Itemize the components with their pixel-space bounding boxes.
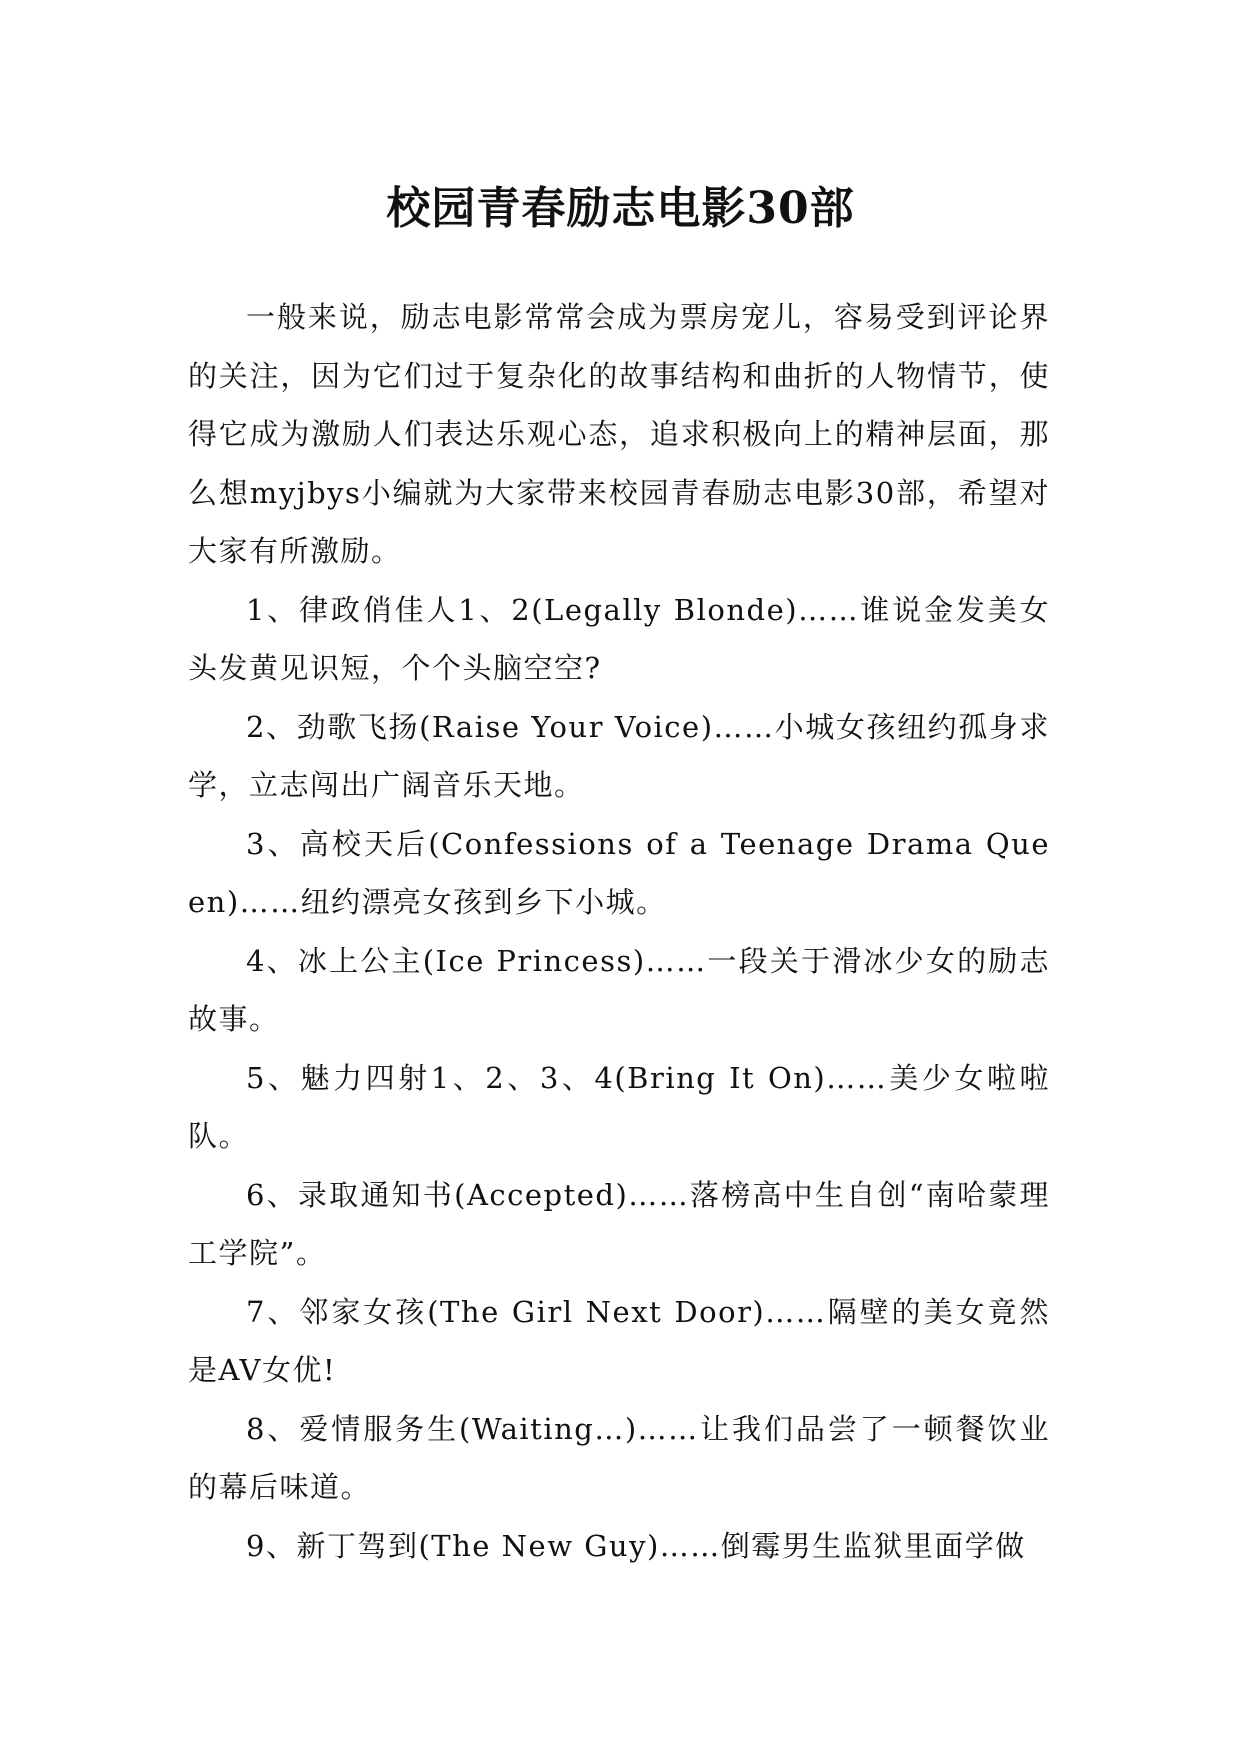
page-title: 校园青春励志电影30部 <box>386 183 855 235</box>
list-item: 6、录取通知书(Accepted)……落榜高中生自创“南哈蒙理工学院”。 <box>188 1177 1050 1270</box>
list-item: 5、魅力四射1、2、3、4(Bring It On)……美少女啦啦队。 <box>188 1060 1050 1153</box>
list-item: 7、邻家女孩(The Girl Next Door)……隔壁的美女竟然是AV女优! <box>188 1294 1050 1387</box>
list-item: 1、律政俏佳人1、2(Legally Blonde)……谁说金发美女头发黄见识短，个个头脑空空? <box>188 592 1050 685</box>
list-item: 8、爱情服务生(Waiting…)……让我们品尝了一顿餐饮业的幕后味道。 <box>188 1411 1050 1504</box>
list-item: 9、新丁驾到(The New Guy)……倒霉男生监狱里面学做 <box>246 1528 1026 1563</box>
document-body <box>188 288 1050 1575</box>
list-item: 4、冰上公主(Ice Princess)……一段关于滑冰少女的励志故事。 <box>188 943 1050 1036</box>
intro-paragraph: 一般来说，励志电影常常会成为票房宠儿，容易受到评论界的关注，因为它们过于复杂化的故事结构和曲折的人物情节，使得它成为激励人们表达乐观心态，追求积极向上的精神层面，那么想myjbys小编就为大家带来校园青春励志电影30部，希望对大家有所激励。 <box>188 300 1050 568</box>
list-item: 3、高校天后(Confessions of a Teenage Drama Queen)……纽约漂亮女孩到乡下小城。 <box>188 826 1050 919</box>
list-item: 2、劲歌飞扬(Raise Your Voice)……小城女孩纽约孤身求学，立志闯出广阔音乐天地。 <box>188 709 1050 802</box>
